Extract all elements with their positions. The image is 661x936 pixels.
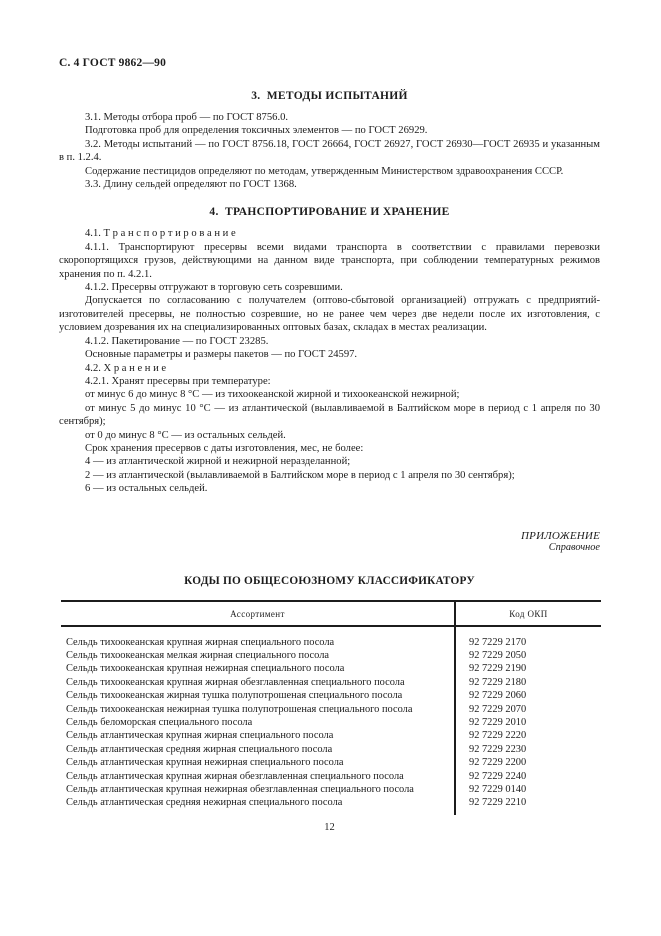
paragraph: Основные параметры и размеры пакетов — по ГОСТ 24597. (85, 349, 358, 361)
paragraph: 4.1. Т р а н с п о р т и р о в а н и е (85, 228, 236, 240)
table-cell-name: Сельдь тихоокеанская мелкая жирная специального посола (66, 649, 330, 661)
paragraph: 4.2.1. Хранят пресервы при температуре: (85, 375, 271, 387)
okp-codes-table (61, 600, 601, 815)
section3-body (59, 111, 600, 191)
table-cell-name: Сельдь тихоокеанская крупная жирная специального посола (66, 636, 335, 648)
paragraph: 6 — из остальных сельдей. (85, 483, 208, 495)
section4-body (59, 227, 600, 495)
paragraph: 2 — из атлантической (вылавливаемой в Балтийском море в период с 1 апреля по 30 сентября); (85, 469, 515, 481)
paragraph: 4.2. Х р а н е н и е (85, 362, 167, 374)
table-cell-name: Сельдь беломорская специального посола (66, 717, 253, 728)
table-cell-code: 92 7229 2050 (469, 649, 527, 661)
table-cell-code: 92 7229 2010 (469, 717, 527, 728)
section3-title: 3. МЕТОДЫ ИСПЫТАНИЙ (251, 90, 408, 102)
paragraph: от минус 6 до минус 8 °С — из тихоокеанской жирной и тихоокеанской нежирной; (85, 389, 460, 401)
table-cell-name: Сельдь тихоокеанская нежирная тушка полупотрошеная специального посола (66, 703, 413, 715)
paragraph: 4.1.2. Пресервы отгружают в торговую сеть созревшими. (85, 282, 343, 294)
paragraph: 3.3. Длину сельдей определяют по ГОСТ 1368. (85, 179, 297, 191)
paragraph: 4 — из атлантической жирной и нежирной неразделанной; (85, 456, 351, 468)
paragraph: Подготовка проб для определения токсичных элементов — по ГОСТ 26929. (85, 125, 428, 137)
table-cell-code: 92 7229 2060 (469, 690, 527, 702)
table-cell-name: Сельдь атлантическая крупная жирная обезглавленная специального посола (66, 770, 404, 782)
table-cell-code: 92 7229 2230 (469, 743, 527, 755)
table-header-row (61, 602, 601, 627)
column-header-okp-code: Код ОКП (454, 602, 601, 625)
table-cell-code: 92 7229 2070 (469, 703, 527, 715)
table-cell-name: Сельдь тихоокеанская жирная тушка полупотрошеная специального посола (66, 690, 403, 702)
paragraph: Допускается по согласованию с получателем (оптово-сбытовой организацией) отгружать с предприятий-изготовителей пресервы, не полностью созревшие, но не ранее чем через две недели после их изготовления, с условием дозревания их на специализированных оптовых базах, складах в местах реализации. (59, 295, 600, 334)
page-number: 12 (324, 821, 335, 833)
table-cell-name: Сельдь атлантическая крупная жирная специального посола (66, 730, 334, 742)
table-cell-code: 92 7229 2190 (469, 663, 527, 675)
document-header: С. 4 ГОСТ 9862—90 (59, 57, 167, 69)
section4-title: 4. ТРАНСПОРТИРОВАНИЕ И ХРАНЕНИЕ (209, 206, 450, 219)
table-cell-name: Сельдь атлантическая крупная нежирная специального посола (66, 757, 344, 769)
appendix-heading (59, 530, 600, 553)
table-column-assortment (61, 627, 454, 815)
table-cell-name: Сельдь атлантическая крупная нежирная обезглавленная специального посола (66, 784, 414, 796)
appendix-title: КОДЫ ПО ОБЩЕСОЮЗНОМУ КЛАССИФИКАТОРУ (184, 574, 475, 587)
table-cell-code: 92 7229 2210 (469, 797, 527, 809)
table-cell-code: 92 7229 2180 (469, 676, 527, 688)
table-cell-code: 92 7229 2170 (469, 636, 527, 648)
appendix-label: ПРИЛОЖЕНИЕ (521, 529, 600, 542)
table-cell-name: Сельдь тихоокеанская крупная жирная обезглавленная специального посола (66, 676, 405, 688)
paragraph: Срок хранения пресервов с даты изготовления, мес, не более: (85, 442, 364, 454)
paragraph: 3.2. Методы испытаний — по ГОСТ 8756.18, ГОСТ 26664, ГОСТ 26927, ГОСТ 26930—ГОСТ 26935 и указанным в п. 1.2.4. (59, 138, 600, 164)
table-cell-code: 92 7229 0140 (469, 784, 527, 796)
paragraph: 4.1.2. Пакетирование — по ГОСТ 23285. (85, 335, 269, 347)
table-cell-name: Сельдь атлантическая средняя жирная специального посола (66, 743, 333, 755)
paragraph: 3.1. Методы отбора проб — по ГОСТ 8756.0. (85, 112, 289, 123)
paragraph: от минус 5 до минус 10 °С — из атлантической (вылавливаемой в Балтийском море в период с 1 апреля по 30 сентября); (59, 402, 600, 428)
table-cell-code: 92 7229 2200 (469, 757, 527, 769)
appendix-sublabel: Справочное (548, 541, 600, 553)
table-cell-code: 92 7229 2220 (469, 730, 527, 742)
paragraph: Содержание пестицидов определяют по методам, утвержденным Министерством здравоохранения СССР. (85, 165, 564, 177)
table-body (61, 627, 601, 815)
paragraph: от 0 до минус 8 °С — из остальных сельдей. (85, 429, 286, 441)
column-header-assortment: Ассортимент (230, 608, 285, 619)
table-column-code (454, 627, 601, 815)
table-cell-code: 92 7229 2240 (469, 770, 527, 782)
table-cell-name: Сельдь тихоокеанская крупная нежирная специального посола (66, 663, 345, 675)
paragraph: 4.1.1. Транспортируют пресервы всеми видами транспорта в соответствии с правилами перевозки скоропортящихся грузов, действующими на данном виде транспорта, при соблюдении температурных режимов хранения по п. 4.2.1. (59, 241, 600, 280)
table-cell-name: Сельдь атлантическая средняя нежирная специального посола (66, 797, 343, 809)
